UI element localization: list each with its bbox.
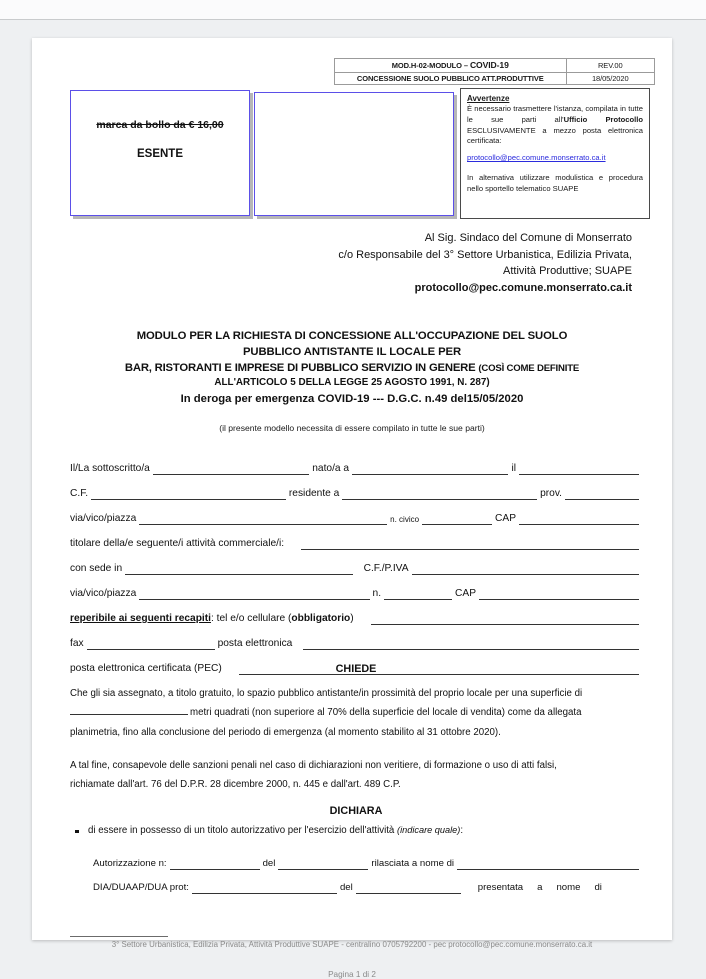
title-line-5: In deroga per emergenza COVID-19 --- D.G.C. n.49 del15/05/2020: [180, 392, 524, 405]
chiede-line-3: planimetria, fino alla conclusione del periodo di emergenza (al momento stabilito al 31 ottobre 2020).: [70, 726, 501, 738]
label-di: di: [594, 882, 602, 893]
avvertenze-paragraph-2: In alternativa utilizzare modulistica e procedura nello sportello telematico SUAPE: [467, 173, 643, 193]
module-code-covid: COVID-19: [469, 60, 509, 70]
label-sottoscritto: Il/La sottoscritto/a: [70, 463, 150, 474]
input-dia-prot[interactable]: [192, 882, 337, 894]
document-header-table: [334, 58, 655, 85]
input-posta-elettronica[interactable]: [303, 637, 639, 650]
label-nome: nome: [556, 882, 581, 893]
table-row: [335, 72, 655, 84]
input-cf[interactable]: [91, 487, 286, 500]
input-via-sede[interactable]: [139, 587, 369, 600]
input-n-civico[interactable]: [422, 512, 492, 525]
dichiara-bullet-main: di essere in possesso di un titolo autorizzativo per l'esercizio dell'attività: [88, 825, 398, 836]
input-rilasciata-nome[interactable]: [457, 858, 639, 870]
label-n-civico: n. civico: [390, 515, 420, 524]
section-chiede: [70, 663, 642, 742]
document-page: [32, 38, 672, 979]
label-il: il: [511, 463, 517, 474]
input-metri-quadrati[interactable]: [70, 704, 188, 715]
module-code-prefix: MOD.H-02-MODULO –: [391, 61, 470, 70]
recipient-pec-email: protocollo@pec.comune.monserrato.ca.it: [414, 281, 632, 294]
form-row-titolare-attivita: [70, 525, 642, 550]
recipient-line-1: Al Sig. Sindaco del Comune di Monserrato: [424, 232, 632, 244]
input-cf-piva[interactable]: [412, 562, 639, 575]
label-a: a: [537, 882, 543, 893]
form-row-dia-duaap: [70, 870, 642, 894]
form-row-codice-fiscale: [70, 475, 642, 500]
avvertenze-text-a: È necessario trasmettere l'istanza, compilata in tutte le sue parti all': [467, 104, 643, 124]
input-telefono[interactable]: [371, 612, 639, 625]
form-row-sede: [70, 550, 642, 575]
input-residente-a[interactable]: [342, 487, 537, 500]
label-residente-a: residente a: [288, 488, 340, 499]
label-reperibile: reperibile ai seguenti recapiti: [70, 613, 211, 624]
chiede-paragraph: [70, 684, 642, 742]
header-revision: REV.00: [566, 59, 654, 73]
authorization-subrows: [70, 846, 642, 894]
input-nato-a[interactable]: [352, 462, 508, 475]
label-cf-piva: C.F./P.IVA: [363, 563, 409, 574]
avvertenze-pec-link[interactable]: protocollo@pec.comune.monserrato.ca.it: [467, 153, 606, 163]
stamp-duty-struck-text: marca da bollo da € 16,00: [96, 119, 224, 131]
header-subject: CONCESSIONE SUOLO PUBBLICO ATT.PRODUTTIVE: [335, 72, 567, 84]
recipient-line-3: Attività Produttive; SUAPE: [503, 265, 632, 277]
input-dia-data[interactable]: [356, 882, 461, 894]
form-row-indirizzo-sede: [70, 575, 642, 600]
form-row-fax-email: [70, 625, 642, 650]
label-autorizzazione-n: Autorizzazione n:: [93, 858, 167, 869]
footer-contact-line: 3° Settore Urbanistica, Edilizia Privata, Attività Produttive SUAPE - centralino 0705792200 - pec protocollo@pec.comune.monserrato.ca.it: [111, 940, 593, 949]
header-module-code: [335, 59, 567, 73]
section-a-tal-fine: [70, 756, 642, 795]
applicant-form: [70, 450, 642, 675]
chiede-line-1: Che gli sia assegnato, a titolo gratuito, lo spazio pubblico antistante/in prossimità del proprio locale per una superficie di: [70, 688, 583, 699]
footer-divider: [70, 936, 168, 937]
atalfine-paragraph: [70, 756, 642, 795]
avvertenze-paragraph-1: [467, 104, 643, 147]
label-obbligatorio: obbligatorio: [291, 613, 351, 624]
stamp-duty-box: [70, 90, 250, 216]
label-n: n.: [372, 588, 382, 599]
title-line-2: PUBBLICO ANTISTANTE IL LOCALE PER: [242, 346, 462, 359]
dichiara-bullet-italic: (indicare quale): [397, 825, 461, 835]
avvertenze-text-b: ESCLUSIVAMENTE a mezzo posta elettronica certificata:: [467, 125, 643, 146]
dichiara-bullet-colon: :: [460, 825, 464, 836]
avvertenze-box: [460, 88, 650, 219]
label-dia-duaap-prot: DIA/DUAAP/DUA prot:: [93, 882, 189, 893]
input-data-nascita[interactable]: [519, 462, 639, 475]
stamp-duty-exempt-text: ESENTE: [136, 148, 183, 160]
input-cap-sede[interactable]: [479, 587, 639, 600]
input-cap[interactable]: [519, 512, 639, 525]
form-row-indirizzo-residenza: [70, 500, 642, 525]
list-item: [70, 825, 642, 836]
header-date: 18/05/2020: [566, 72, 654, 84]
title-line-3-smallcaps: (COSÌ COME DEFINITE: [478, 363, 580, 375]
table-row: [335, 59, 655, 73]
input-autorizzazione-data[interactable]: [278, 858, 368, 870]
viewer-toolbar: [0, 0, 706, 20]
label-presentata: presentata: [477, 882, 524, 893]
label-nato-a: nato/a a: [312, 463, 350, 474]
label-posta-elettronica: posta elettronica: [217, 638, 293, 649]
label-cap-sede: CAP: [455, 588, 476, 599]
input-prov[interactable]: [565, 487, 639, 500]
title-subnote: (il presente modello necessita di essere compilato in tutte le sue parti): [219, 422, 485, 433]
input-autorizzazione-n[interactable]: [170, 858, 260, 870]
blank-protocol-box: [254, 92, 454, 216]
label-del: del: [262, 858, 276, 869]
input-fax[interactable]: [87, 637, 215, 650]
input-n-sede[interactable]: [384, 587, 452, 600]
bullet-icon: [70, 825, 88, 836]
stamp-duty-content: [71, 119, 249, 160]
input-con-sede-in[interactable]: [125, 562, 352, 575]
label-cap: CAP: [495, 513, 516, 524]
section-dichiara: [70, 805, 642, 836]
title-line-4: ALL'ARTICOLO 5 DELLA LEGGE 25 AGOSTO 1991, N. 287): [214, 377, 490, 389]
chiede-line-2: metri quadrati (non superiore al 70% della superficie del locale di vendita) come da allegata: [190, 707, 582, 719]
label-pec: posta elettronica certificata (PEC): [70, 663, 222, 674]
dichiara-heading: DICHIARA: [329, 805, 383, 817]
title-line-3-main: BAR, RISTORANTI E IMPRESE DI PUBBLICO SERVIZIO IN GENERE: [124, 362, 479, 375]
input-sottoscritto[interactable]: [153, 462, 309, 475]
avvertenze-spacer: [467, 165, 643, 173]
label-reperibile-rest: : tel e/o cellulare (: [210, 613, 292, 624]
input-titolare-attivita[interactable]: [301, 537, 639, 550]
title-line-3: [60, 360, 644, 376]
label-cf: C.F.: [70, 488, 89, 499]
document-title-block: [60, 328, 644, 433]
label-prov: prov.: [540, 488, 562, 499]
title-line-1: MODULO PER LA RICHIESTA DI CONCESSIONE ALL'OCCUPAZIONE DEL SUOLO: [136, 330, 568, 342]
form-row-autorizzazione: [70, 846, 642, 870]
label-con-sede-in: con sede in: [70, 563, 123, 574]
form-row-recapiti: [70, 600, 642, 625]
recipient-line-2: c/o Responsabile del 3° Settore Urbanistica, Edilizia Privata,: [338, 248, 632, 261]
form-row-sottoscritto: [70, 450, 642, 475]
label-titolare-attivita: titolare della/e seguente/i attività commerciale/i:: [70, 538, 285, 549]
atalfine-line-2: richiamate dall'art. 76 del D.P.R. 28 dicembre 2000, n. 445 e dall'art. 489 C.P.: [70, 779, 401, 791]
input-via-residenza[interactable]: [139, 512, 387, 525]
chiede-heading: CHIEDE: [335, 663, 377, 675]
avvertenze-title: Avvertenze: [467, 94, 510, 103]
dichiara-bullet-text: [88, 825, 642, 836]
label-via-vico-piazza-sede: via/vico/piazza: [70, 588, 137, 599]
top-boxes-row: [32, 90, 672, 225]
label-reperibile-close: ): [350, 613, 354, 624]
label-rilasciata-a-nome-di: rilasciata a nome di: [371, 858, 455, 869]
footer-page-number: Pagina 1 di 2: [328, 970, 376, 979]
recipient-block: [32, 230, 632, 296]
label-via-vico-piazza: via/vico/piazza: [70, 513, 137, 524]
label-del-2: del: [339, 882, 353, 893]
label-fax: fax: [70, 638, 84, 649]
atalfine-line-1: A tal fine, consapevole delle sanzioni penali nel caso di dichiarazioni non veritiere, di formazione o uso di atti falsi,: [70, 760, 557, 771]
avvertenze-office-bold: Ufficio Protocollo: [563, 114, 643, 124]
